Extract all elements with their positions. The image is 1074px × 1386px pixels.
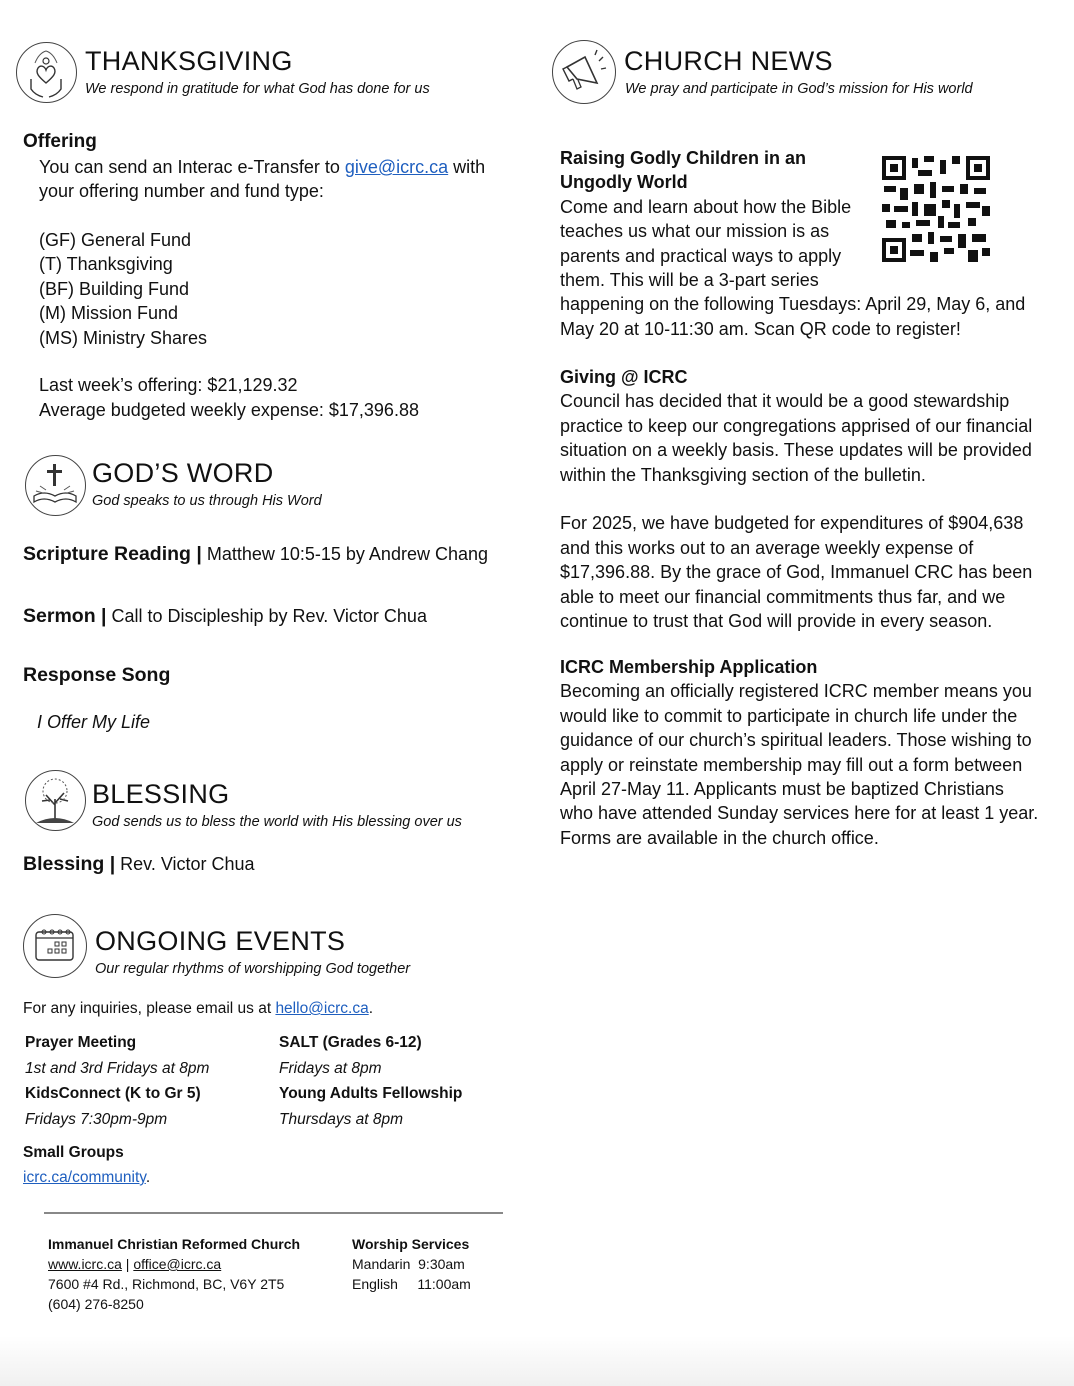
community-line bbox=[23, 1165, 150, 1191]
article-raising-children bbox=[560, 146, 1040, 341]
footer-church-info bbox=[48, 1234, 300, 1314]
blessing-title: BLESSING bbox=[92, 779, 230, 809]
tree-icon bbox=[25, 770, 86, 831]
church-news-title: CHURCH NEWS bbox=[624, 46, 833, 76]
blessing-line bbox=[23, 852, 255, 876]
sermon-label: Sermon | bbox=[23, 605, 107, 627]
bible-cross-icon bbox=[25, 455, 86, 516]
hello-email-link[interactable]: hello@icrc.ca bbox=[275, 1000, 369, 1017]
blessing-subtitle: God sends us to bless the world with His blessing over us bbox=[92, 814, 462, 830]
event-name: Young Adults Fellowship bbox=[279, 1085, 463, 1102]
mandarin-service: Mandarin 9:30am bbox=[352, 1256, 465, 1272]
sermon-value: Call to Discipleship by Rev. Victor Chua bbox=[106, 606, 427, 626]
church-address: 7600 #4 Rd., Richmond, BC, V6Y 2T5 bbox=[48, 1276, 285, 1292]
offering-line1 bbox=[39, 155, 485, 179]
event-time: Fridays 7:30pm-9pm bbox=[25, 1110, 168, 1128]
fund-list bbox=[39, 228, 207, 350]
article-line: May 20 at 10-11:30 am. Scan QR code to register! bbox=[560, 318, 961, 339]
article-line: For 2025, we have budgeted for expenditures of $904,638 bbox=[560, 513, 1024, 534]
event-time: Thursdays at 8pm bbox=[279, 1110, 404, 1128]
inquiry-line bbox=[23, 1000, 373, 1018]
worship-heading: Worship Services bbox=[352, 1236, 470, 1252]
english-service: English 11:00am bbox=[352, 1276, 471, 1292]
events-title: ONGOING EVENTS bbox=[95, 926, 346, 956]
offering-line2: your offering number and fund type: bbox=[39, 181, 324, 201]
scripture-label: Scripture Reading | bbox=[23, 543, 202, 565]
scripture-reading bbox=[23, 542, 488, 566]
event-time: Fridays at 8pm bbox=[279, 1059, 382, 1077]
event-name: Prayer Meeting bbox=[25, 1034, 137, 1051]
fund-item: (MS) Ministry Shares bbox=[39, 327, 208, 348]
article-line: and this works out to an average weekly expense of bbox=[560, 537, 974, 558]
event-name: KidsConnect (K to Gr 5) bbox=[25, 1085, 201, 1102]
offering-line1-pre: You can send an Interac e-Transfer to bbox=[39, 157, 345, 177]
office-email-link[interactable]: office@icrc.ca bbox=[133, 1256, 222, 1272]
article-line: parents and practical ways to apply bbox=[560, 245, 842, 266]
thanksgiving-subtitle: We respond in gratitude for what God has done for us bbox=[85, 81, 430, 97]
response-song-value: I Offer My Life bbox=[37, 712, 151, 732]
article-line: them. This will be a 3-part series bbox=[560, 270, 819, 291]
contact-links bbox=[48, 1254, 300, 1274]
article-line: Becoming an officially registered ICRC member means you bbox=[560, 681, 1032, 702]
event-name: SALT (Grades 6-12) bbox=[279, 1034, 422, 1051]
blessing-label: Blessing | bbox=[23, 853, 116, 875]
article-line: $17,396.88. By the grace of God, Immanuel CRC has been bbox=[560, 562, 1033, 583]
article-line: April 27-May 11. Applicants must be baptized Christians bbox=[560, 779, 1004, 800]
thanksgiving-title: THANKSGIVING bbox=[85, 46, 293, 76]
offering-line1-post: with bbox=[448, 157, 486, 177]
church-name: Immanuel Christian Reformed Church bbox=[48, 1236, 301, 1252]
inquiry-pre: For any inquiries, please email us at bbox=[23, 1000, 276, 1017]
article-line: situation on a weekly basis. These updates will be provided bbox=[560, 440, 1032, 461]
event-time: 1st and 3rd Fridays at 8pm bbox=[25, 1059, 210, 1077]
community-link[interactable]: icrc.ca/community bbox=[23, 1169, 146, 1186]
sermon bbox=[23, 604, 427, 628]
megaphone-icon bbox=[552, 40, 616, 104]
article-line: within the Thanksgiving section of the bulletin. bbox=[560, 464, 926, 485]
article-line: Forms are available in the church office. bbox=[560, 827, 879, 848]
last-week-offering: Last week’s offering: $21,129.32 bbox=[39, 375, 298, 395]
give-email-link[interactable]: give@icrc.ca bbox=[344, 157, 449, 177]
small-groups-label: Small Groups bbox=[23, 1144, 124, 1161]
article-line: teaches us what our mission is as bbox=[560, 221, 830, 242]
article-line: apply or reinstate membership may fill out a form between bbox=[560, 754, 1023, 775]
article-line: practice to keep our congregations apprised of our financial bbox=[560, 415, 1033, 436]
article-line: would like to commit to participate in church life under the bbox=[560, 705, 1018, 726]
inquiry-post: . bbox=[368, 1000, 374, 1017]
fund-item: (T) Thanksgiving bbox=[39, 254, 173, 275]
article-title: Ungodly World bbox=[560, 172, 688, 193]
church-phone: (604) 276-8250 bbox=[48, 1296, 144, 1312]
event-column-right bbox=[279, 1030, 462, 1132]
contact-separator: | bbox=[121, 1256, 134, 1272]
scripture-value: Matthew 10:5-15 by Andrew Chang bbox=[201, 544, 488, 564]
event-column-left bbox=[25, 1030, 209, 1132]
gods-word-subtitle: God speaks to us through His Word bbox=[92, 493, 322, 509]
footer-worship-services bbox=[352, 1234, 471, 1294]
thanksgiving-icon bbox=[16, 42, 77, 103]
article-line: continue to trust that God will provide in every season. bbox=[560, 611, 993, 632]
article-title: Raising Godly Children in an bbox=[560, 148, 807, 168]
article-membership bbox=[560, 655, 1050, 850]
fund-item: (GF) General Fund bbox=[39, 230, 192, 250]
article-title: Giving @ ICRC bbox=[560, 367, 688, 387]
fund-item: (BF) Building Fund bbox=[39, 278, 190, 299]
events-subtitle: Our regular rhythms of worshipping God together bbox=[95, 961, 411, 977]
gods-word-title: GOD’S WORD bbox=[92, 458, 274, 488]
article-giving bbox=[560, 365, 1050, 633]
average-expense: Average budgeted weekly expense: $17,396.88 bbox=[39, 400, 419, 420]
blessing-value: Rev. Victor Chua bbox=[115, 854, 255, 874]
page-bottom-shade bbox=[0, 1336, 1074, 1386]
church-news-subtitle: We pray and participate in God’s mission for His world bbox=[625, 81, 973, 97]
article-title: ICRC Membership Application bbox=[560, 657, 818, 677]
fund-item: (M) Mission Fund bbox=[39, 303, 179, 324]
calendar-icon bbox=[23, 914, 87, 978]
offering-heading: Offering bbox=[23, 131, 97, 152]
article-line: Council has decided that it would be a good stewardship bbox=[560, 391, 1010, 412]
article-line: able to meet our financial commitments thus far, and we bbox=[560, 586, 1006, 607]
footer-divider bbox=[44, 1212, 503, 1214]
article-line: who have attended Sunday services here for at least 1 year. bbox=[560, 803, 1039, 824]
article-line: happening on the following Tuesdays: April 29, May 6, and bbox=[560, 294, 1026, 315]
article-line: Come and learn about how the Bible bbox=[560, 196, 852, 217]
website-link[interactable]: www.icrc.ca bbox=[48, 1256, 122, 1272]
response-song-label: Response Song bbox=[23, 664, 171, 686]
community-post: . bbox=[145, 1169, 151, 1186]
article-line: guidance of our church’s spiritual leaders. Those wishing to bbox=[560, 730, 1032, 751]
